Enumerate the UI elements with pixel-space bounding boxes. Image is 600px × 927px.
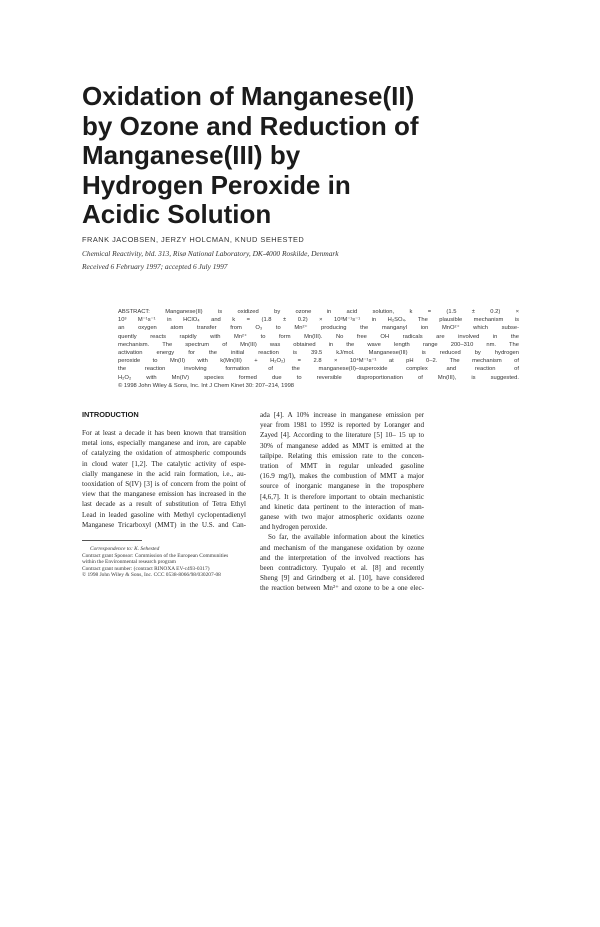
body-line: ganese with two major atmospheric oxidants ozone <box>260 513 424 522</box>
body-line: tailpipe. Relating this emission rate to the concen- <box>260 451 424 460</box>
body-line: and the interpretation of the involved reactions has <box>260 553 424 562</box>
footnote-divider <box>82 540 142 541</box>
abstract <box>118 308 519 390</box>
title-line: Manganese(III) by <box>82 140 301 170</box>
body-line: view that the manganese emission has increased in the <box>82 490 246 499</box>
body-line: metal ions, especially manganese and iron, are capable <box>82 439 246 448</box>
sponsor-note: Contract grant Sponsor: Commission of the European Communities <box>82 552 229 559</box>
body-line: (16.9 mg/l), makes the combustion of MMT a major <box>260 472 424 481</box>
body-line: in cloud water [1,2]. The catalytic activity of espe- <box>82 459 246 468</box>
body-line: and mechanism of the manganese oxidation by ozone <box>260 543 424 552</box>
copyright-left: © 1998 John Wiley & Sons, Inc. <box>82 572 153 579</box>
abstract-line: activation energy for the initial reaction is 39.5 kJ/mol. Manganese(III) is reduced by hydrogen <box>118 350 519 357</box>
body-line: tration of MMT in regular unleaded gasoline <box>260 462 424 471</box>
abstract-line: an oxygen atom transfer from O₃ to Mn²⁺ producing the manganyl ion MnO²⁺ which subse- <box>118 325 519 332</box>
title-line: Oxidation of Manganese(II) <box>82 81 415 111</box>
abstract-line: ABSTRACT: Manganese(II) is oxidized by ozone in acid solution, k = (1.5 ± 0.2) × <box>118 309 519 315</box>
body-line: Manganese Tricarboxyl (MMT) in the U.S. and Can- <box>82 520 246 529</box>
body-line: Lead in leaded gasoline with Methyl cyclopentadienyl <box>82 510 246 519</box>
abstract-line: peroxide to Mn(II) with k(Mn(III) + H₂O₂) = 2.8 × 10⁴M⁻¹s⁻¹ at pH 0–2. The mechanism of <box>118 358 519 365</box>
abstract-line: the reaction involving formation of the manganese(II)–superoxide complex and reaction of <box>118 366 519 373</box>
footnotes <box>82 546 252 579</box>
title-line: Hydrogen Peroxide in <box>82 169 351 200</box>
left-column-body <box>82 428 246 530</box>
body-line: and hydrogen peroxide. <box>260 523 328 532</box>
body-line: source of inorganic manganese in the troposphere <box>260 482 424 491</box>
abstract-line: 10³ M⁻¹s⁻¹ in HClO₄ and k = (1.8 ± 0.2) × 10³M⁻¹s⁻¹ in H₂SO₄. The plausible mechanism is <box>118 317 519 324</box>
body-line: and kinetic data pertinent to the interaction of man- <box>260 502 424 511</box>
copyright-code: CCC 0538-8066/98/030207-08 <box>153 572 221 579</box>
body-line: Zayed [4]. According to the literature [5] 10– 15 up to <box>260 431 424 440</box>
abstract-line: mechanism. The spectrum of Mn(III) was obtained in the wave length range 200–310 nm. The <box>118 341 519 348</box>
body-line: Sheng [9] and Grindberg et al. [10], have considered <box>260 574 424 583</box>
correspondence-note: Correspondence to: K. Sehested <box>90 546 160 552</box>
received-dates: Received 6 February 1997; accepted 6 July 1997 <box>82 262 228 271</box>
body-line: year from 1981 to 1992 is reported by Loranger and <box>260 421 424 430</box>
body-line: 30% of manganese added as MMT is emitted at the <box>260 441 424 450</box>
contract-note: Contract grant number: (contract RINOXA EV-c493-0317) <box>82 565 210 572</box>
paper-title <box>82 82 522 230</box>
body-line: of catalyzing the oxidation of atmospheric compounds <box>82 449 246 458</box>
body-line: cially manganese in the acid rain formation, i.e., au- <box>82 469 246 478</box>
affiliation: Chemical Reactivity, bld. 313, Risø National Laboratory, DK-4000 Roskilde, Denmark <box>82 249 339 258</box>
abstract-line: H₂O₂ with Mn(IV) species formed due to reversible disproportionation of Mn(III), is suggested. <box>118 374 519 381</box>
right-column-body <box>260 410 424 594</box>
section-heading-introduction: INTRODUCTION <box>82 410 139 419</box>
body-line: ada [4]. A 10% increase in manganese emission per <box>260 411 424 419</box>
body-line: tooxidation of S(IV) [3] is of concern from the point of <box>82 480 246 489</box>
body-line: So far, the available information about the kinetics <box>268 533 424 542</box>
body-line: For at least a decade it has been known that transition <box>82 429 246 437</box>
body-line: last decade as a result of substitution of Tetra Ethyl <box>82 500 246 509</box>
abstract-citation: © 1998 John Wiley & Sons, Inc. Int J Chem Kinet 30: 207–214, 1998 <box>118 382 295 389</box>
author-list: FRANK JACOBSEN, JERZY HOLCMAN, KNUD SEHESTED <box>82 235 305 244</box>
title-line: Acidic Solution <box>82 199 272 229</box>
body-line: the reaction between Mn²⁺ and ozone to be a one elec- <box>260 584 424 593</box>
abstract-line: quently reacts rapidly with Mn²⁺ to form Mn(III). No free OH radicals are involved in the <box>118 333 519 340</box>
body-line: been contradictory. Tyupalo et al. [8] and recently <box>260 564 424 573</box>
body-line: [4,6,7]. It is therefore important to obtain mechanistic <box>260 492 424 501</box>
sponsor-note: within the Environmental research program <box>82 559 177 566</box>
title-line: by Ozone and Reduction of <box>82 110 419 141</box>
copyright-row <box>82 572 252 579</box>
